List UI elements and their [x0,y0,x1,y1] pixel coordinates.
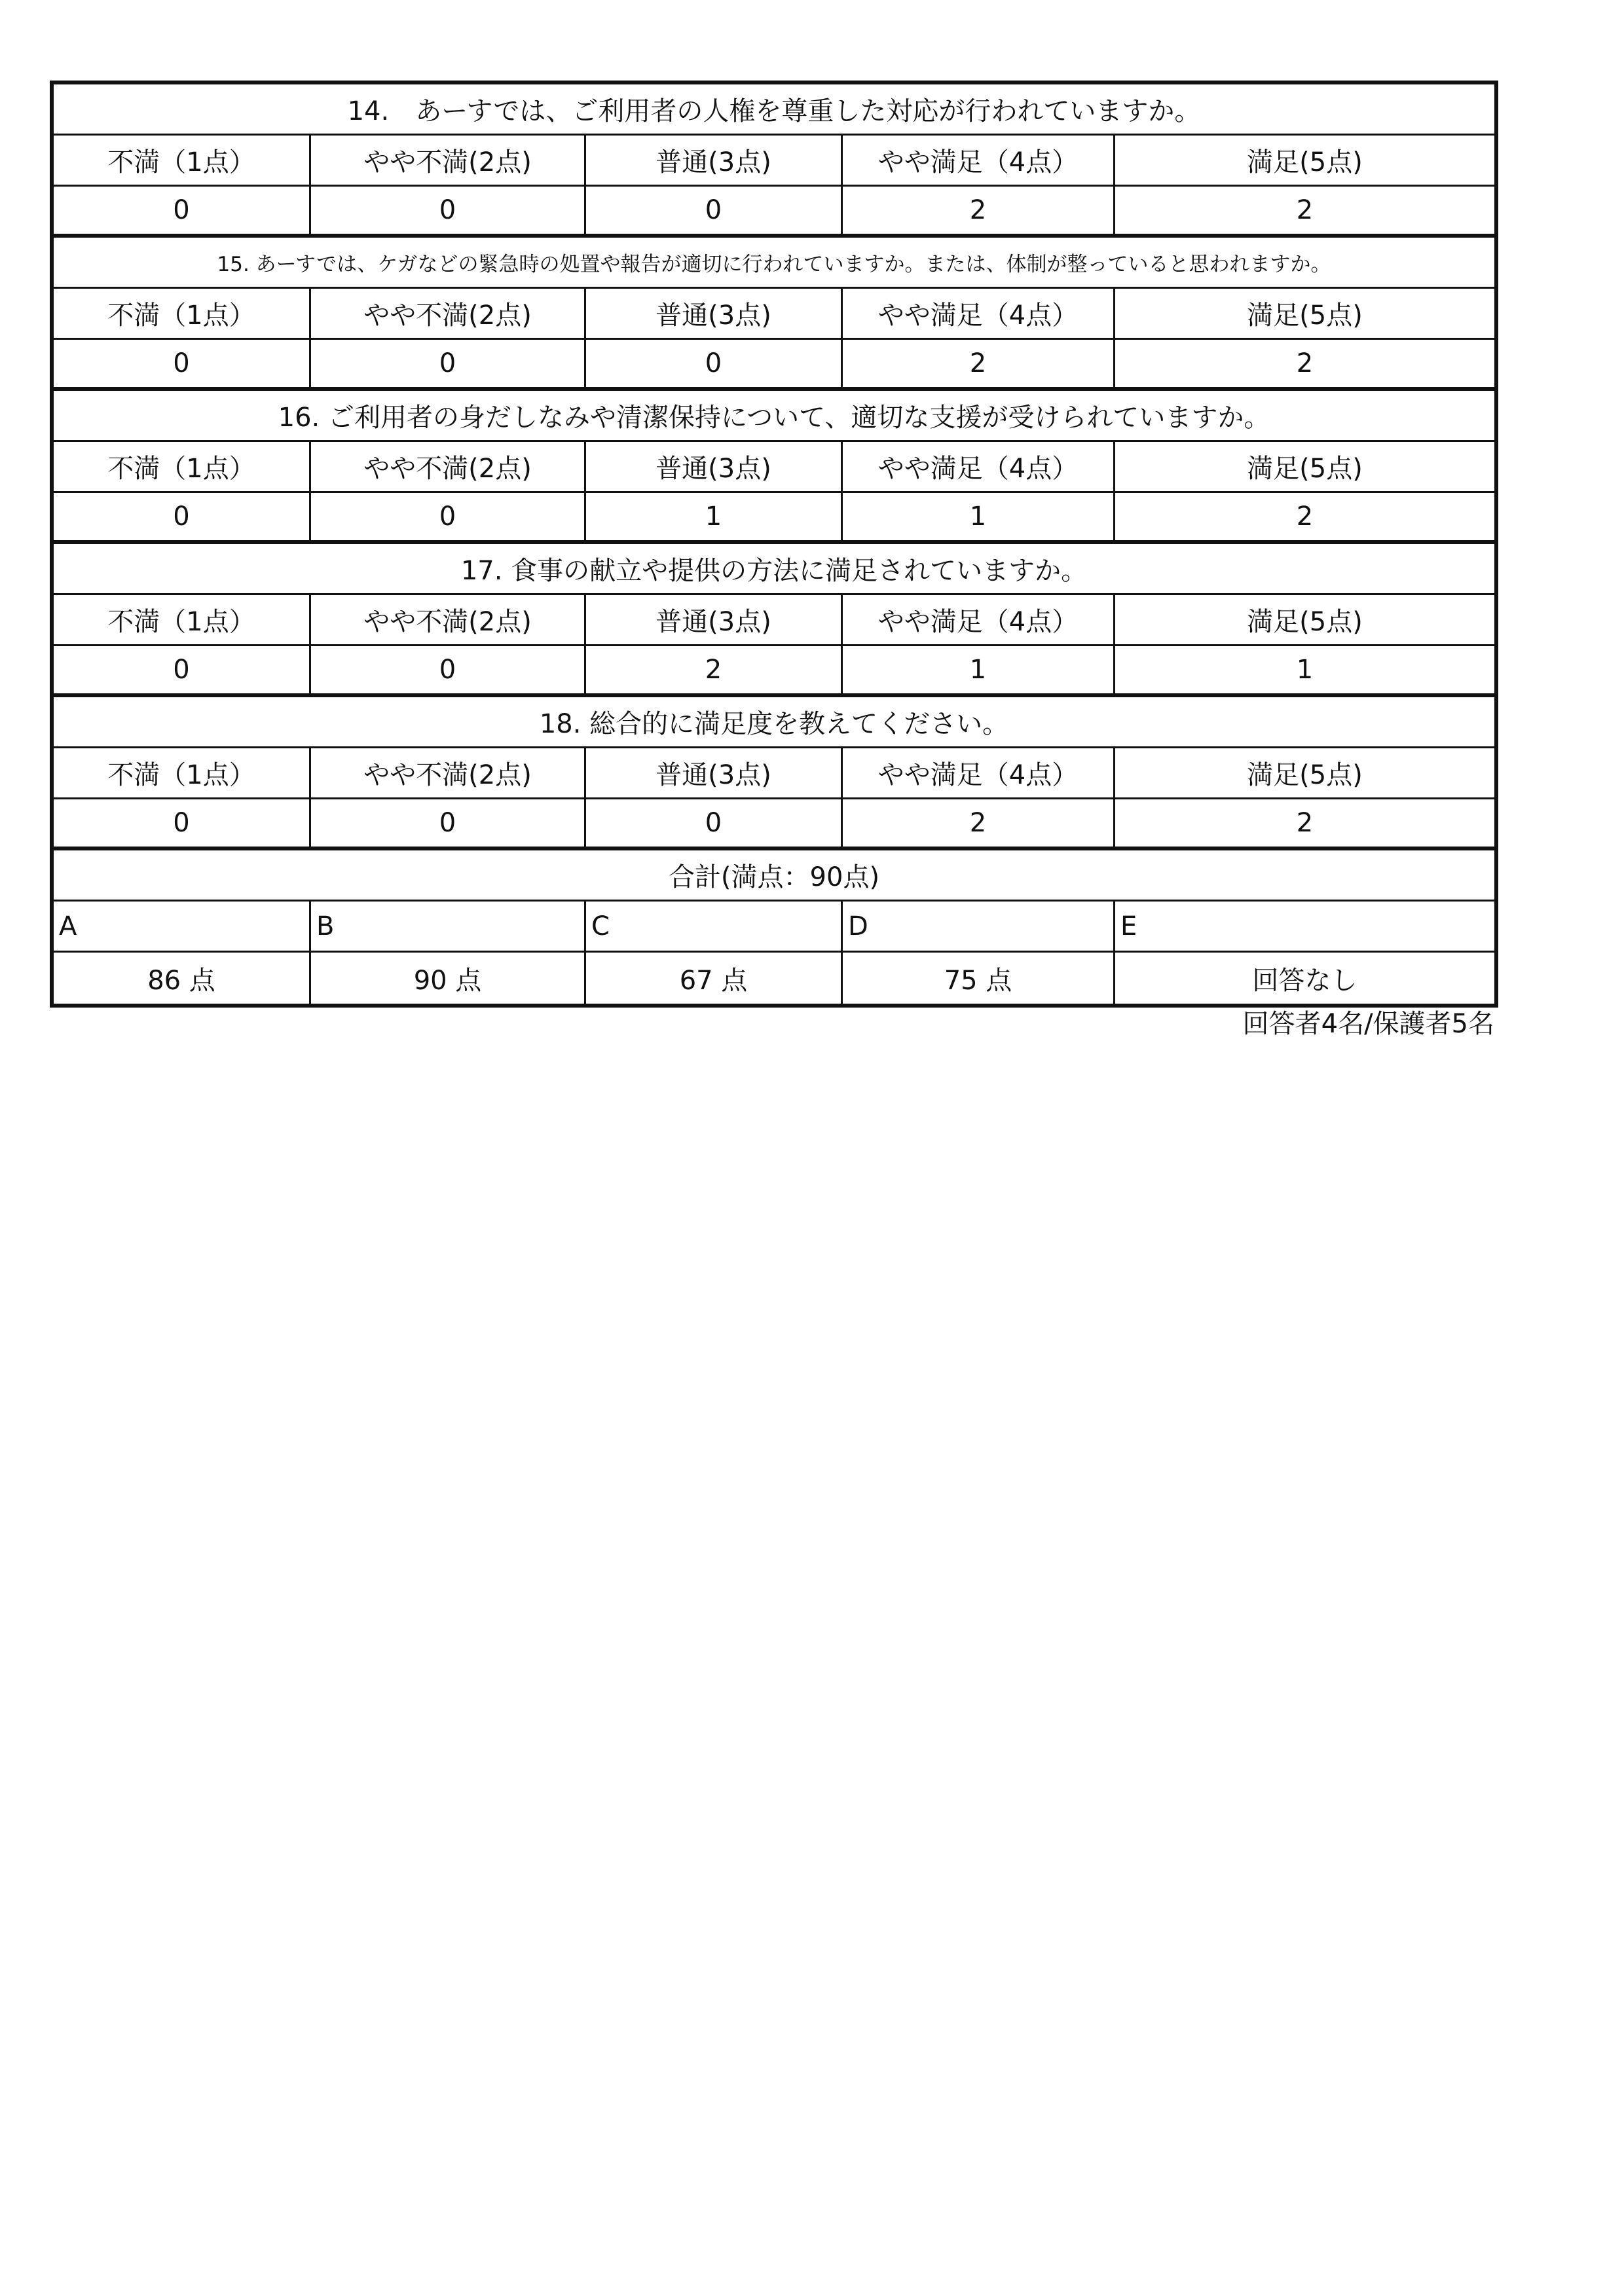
scale-label-3: 普通(3点) [586,748,843,797]
question-16-count-row [54,493,1494,544]
count-cell: 2 [1296,501,1314,532]
respondent-letter-row [54,902,1494,953]
count-cell: 0 [311,493,586,540]
count-cell: 2 [1296,195,1314,225]
question-16-row [54,391,1494,442]
question-15-row [54,238,1494,289]
count-cell: 0 [54,493,311,540]
scale-label-5: 満足(5点) [1247,607,1363,637]
scale-label-5: 満足(5点) [1247,147,1363,177]
score-cell-c: 67 点 [586,953,843,1004]
scale-label-1: 不満（1点） [54,289,311,338]
count-cell: 0 [54,340,311,387]
respondent-label-c: C [586,902,843,951]
scale-label-3: 普通(3点) [586,442,843,491]
count-cell: 0 [311,799,586,847]
question-18-row [54,697,1494,748]
count-cell: 0 [586,187,843,234]
question-17-scale-row [54,595,1494,646]
score-cell-b: 90 点 [311,953,586,1004]
scale-label-1: 不満（1点） [54,595,311,644]
respondent-label-a: A [54,902,311,951]
count-cell: 0 [54,799,311,847]
total-title-row [54,850,1494,902]
count-cell: 0 [54,187,311,234]
question-18-title: 18. 総合的に満足度を教えてください。 [539,709,1009,739]
count-cell: 2 [586,646,843,693]
question-17-row [54,544,1494,595]
count-cell: 0 [311,646,586,693]
question-14-row [54,84,1494,136]
count-cell: 0 [54,646,311,693]
scale-label-4: やや満足（4点） [843,289,1115,338]
question-15-scale-row [54,289,1494,340]
survey-results-table [50,81,1498,1008]
scale-label-3: 普通(3点) [586,289,843,338]
scale-label-5: 満足(5点) [1247,760,1363,790]
question-16-title: 16. ご利用者の身だしなみや清潔保持について、適切な支援が受けられていますか。 [278,403,1270,433]
question-18-scale-row [54,748,1494,799]
question-14-title: 14. あーすでは、ご利用者の人権を尊重した対応が行われていますか。 [347,96,1201,126]
scale-label-2: やや不満(2点) [311,136,586,185]
total-title: 合計(満点：90点) [668,862,880,892]
count-cell: 1 [1296,655,1314,685]
scale-label-2: やや不満(2点) [311,289,586,338]
scale-label-1: 不満（1点） [54,748,311,797]
scale-label-2: やや不満(2点) [311,442,586,491]
score-cell-e: 回答なし [1252,965,1357,996]
scale-label-3: 普通(3点) [586,136,843,185]
question-17-count-row [54,646,1494,697]
question-15-title: 15. あーすでは、ケガなどの緊急時の処置や報告が適切に行われていますか。または、体制が整っていると思われますか。 [217,253,1331,276]
question-18-count-row [54,799,1494,850]
question-14-scale-row [54,136,1494,187]
scale-label-3: 普通(3点) [586,595,843,644]
question-16-scale-row [54,442,1494,493]
score-cell-a: 86 点 [54,953,311,1004]
scale-label-2: やや不満(2点) [311,595,586,644]
question-15-count-row [54,340,1494,391]
respondent-count-note: 回答者4名/保護者5名 [1242,1009,1494,1039]
scale-label-5: 満足(5点) [1247,454,1363,484]
respondent-label-e: E [1120,911,1137,941]
count-cell: 2 [843,799,1115,847]
count-cell: 1 [843,493,1115,540]
count-cell: 1 [843,646,1115,693]
respondent-score-row [54,953,1494,1004]
count-cell: 0 [311,340,586,387]
question-17-title: 17. 食事の献立や提供の方法に満足されていますか。 [460,556,1088,586]
count-cell: 2 [1296,808,1314,838]
count-cell: 0 [311,187,586,234]
scale-label-4: やや満足（4点） [843,136,1115,185]
question-14-count-row [54,187,1494,238]
scale-label-1: 不満（1点） [54,136,311,185]
scale-label-2: やや不満(2点) [311,748,586,797]
count-cell: 0 [586,799,843,847]
scale-label-1: 不満（1点） [54,442,311,491]
scale-label-4: やや満足（4点） [843,748,1115,797]
scale-label-5: 満足(5点) [1247,301,1363,331]
respondent-label-d: D [843,902,1115,951]
respondent-label-b: B [311,902,586,951]
count-cell: 1 [586,493,843,540]
scale-label-4: やや満足（4点） [843,595,1115,644]
scale-label-4: やや満足（4点） [843,442,1115,491]
count-cell: 2 [1296,348,1314,378]
count-cell: 2 [843,187,1115,234]
score-cell-d: 75 点 [843,953,1115,1004]
count-cell: 0 [586,340,843,387]
count-cell: 2 [843,340,1115,387]
